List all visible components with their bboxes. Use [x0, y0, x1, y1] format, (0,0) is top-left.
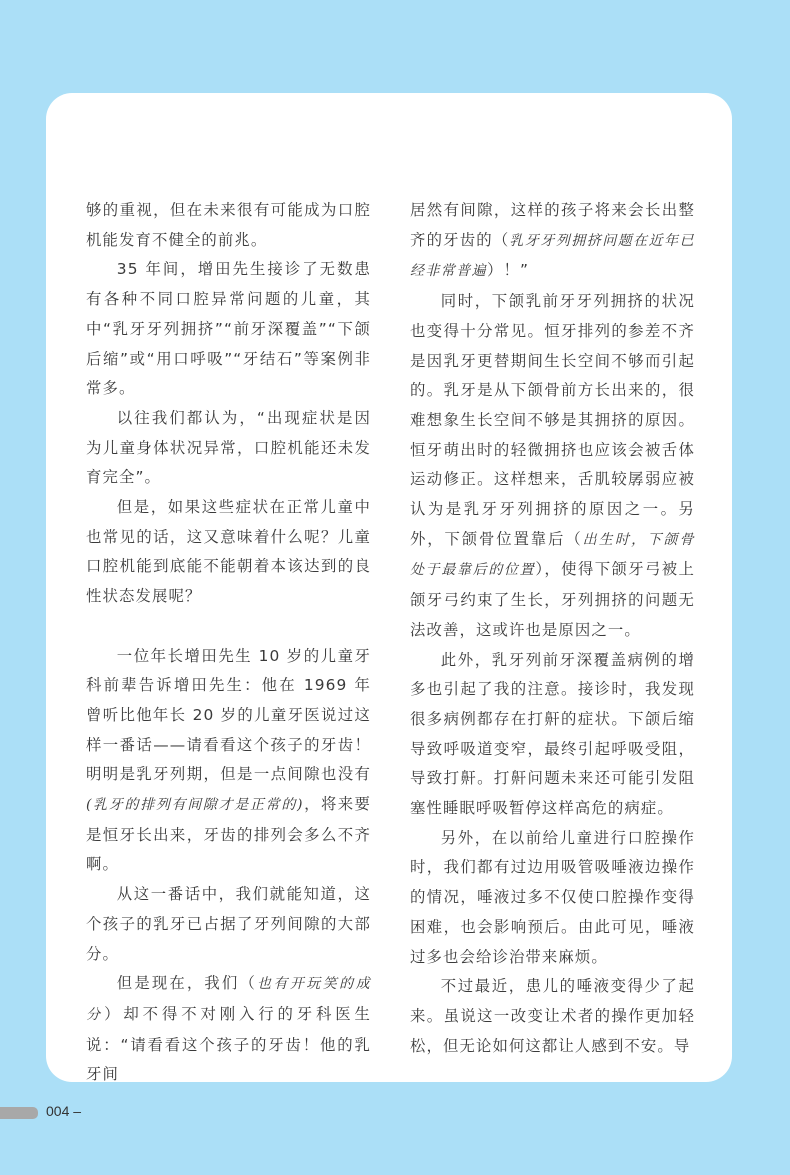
paragraph: 但是，如果这些症状在正常儿童中也常见的话，这又意味着什么呢？儿童口腔机能到底能不能朝着本该达到的良性状态发展呢？ — [86, 498, 371, 606]
aside-note: 乳牙牙列拥挤问题在近年已经非常普遍 — [410, 232, 695, 280]
paragraph: 从这一番话中，我们就能知道，这个孩子的乳牙已占据了牙列间隙的大部分。 — [86, 885, 371, 963]
page-footer-bar — [0, 1107, 38, 1119]
text: 但是现在，我们（ — [116, 974, 257, 993]
paragraph — [86, 642, 371, 881]
page-number-value: 004 — [46, 1103, 70, 1119]
paragraph — [410, 287, 695, 645]
aside-note: 出生时，下颌骨处于最靠后的位置 — [410, 531, 695, 579]
text: ）却不得不对刚入行的牙科医生说：“请看看这个孩子的牙齿！他的乳牙间 — [86, 1004, 371, 1084]
page-card — [46, 93, 732, 1082]
paragraph: 以往我们都认为，“出现症状是因为儿童身体状况异常，口腔机能还未发育完全”。 — [86, 408, 371, 487]
paragraph: 不过最近，患儿的唾液变得少了起来。虽说这一改变让术者的操作更加轻松，但无论如何这都让人感到不安。导 — [410, 977, 695, 1055]
text: ）！” — [487, 261, 530, 280]
paragraph — [86, 969, 371, 1090]
paragraph — [410, 196, 695, 287]
aside-note: 也有开玩笑的成分 — [86, 976, 371, 1023]
paragraph: 够的重视，但在未来很有可能成为口腔机能发育不健全的前兆。 — [86, 201, 371, 249]
aside-note: (乳牙的排列有间隙才是正常的) — [86, 797, 304, 814]
left-column — [86, 196, 371, 1090]
text: 居然有间隙，这样的孩子将来会长出整齐的牙齿的（ — [410, 201, 695, 249]
page-number-suffix: – — [69, 1103, 82, 1119]
text: ），使得下颌牙弓被上颌牙弓约束了生长，牙列拥挤的问题无法改善，这或许也是原因之一。 — [410, 560, 695, 639]
paragraph: 35 年间，增田先生接诊了无数患有各种不同口腔异常问题的儿童，其中“乳牙牙列拥挤”“前牙深覆盖”“下颌后缩”或“用口呼吸”“牙结石”等案例非常多。 — [86, 260, 371, 398]
paragraph: 此外，乳牙列前牙深覆盖病例的增多也引起了我的注意。接诊时，我发现很多病例都存在打鼾的症状。下颌后缩导致呼吸道变窄，最终引起呼吸受阻，导致打鼾。打鼾问题未来还可能引发阻塞性睡眠呼吸暂停这样高危的病症。 — [410, 650, 695, 818]
text: 同时，下颌乳前牙牙列拥挤的状况也变得十分常见。恒牙排列的参差不齐是因乳牙更替期间生长空间不够而引起的。乳牙是从下颌骨前方长出来的，很难想象生长空间不够是其拥挤的原因。恒牙萌出时的轻微拥挤也应该会被舌体运动修正。这样想来，舌肌较孱弱应被认为是乳牙牙列拥挤的原因之一。另外，下颌骨位置靠后（ — [410, 292, 695, 548]
page-number — [46, 1103, 81, 1119]
text: 一位年长增田先生 10 岁的儿童牙科前辈告诉增田先生：他在 1969 年曾听比他年长 20 岁的儿童牙医说过这样一番话——请看看这个孩子的牙齿！明明是乳牙列期，但是一点间隙也没有 — [86, 646, 371, 784]
text: ，将来要是恒牙长出来，牙齿的排列会多么不齐啊。 — [86, 795, 371, 874]
right-column — [410, 196, 695, 1061]
paragraph: 另外，在以前给儿童进行口腔操作时，我们都有过边用吸管吸唾液边操作的情况，唾液过多不仅使口腔操作变得困难，也会影响预后。由此可见，唾液过多也会给诊治带来麻烦。 — [410, 828, 695, 966]
